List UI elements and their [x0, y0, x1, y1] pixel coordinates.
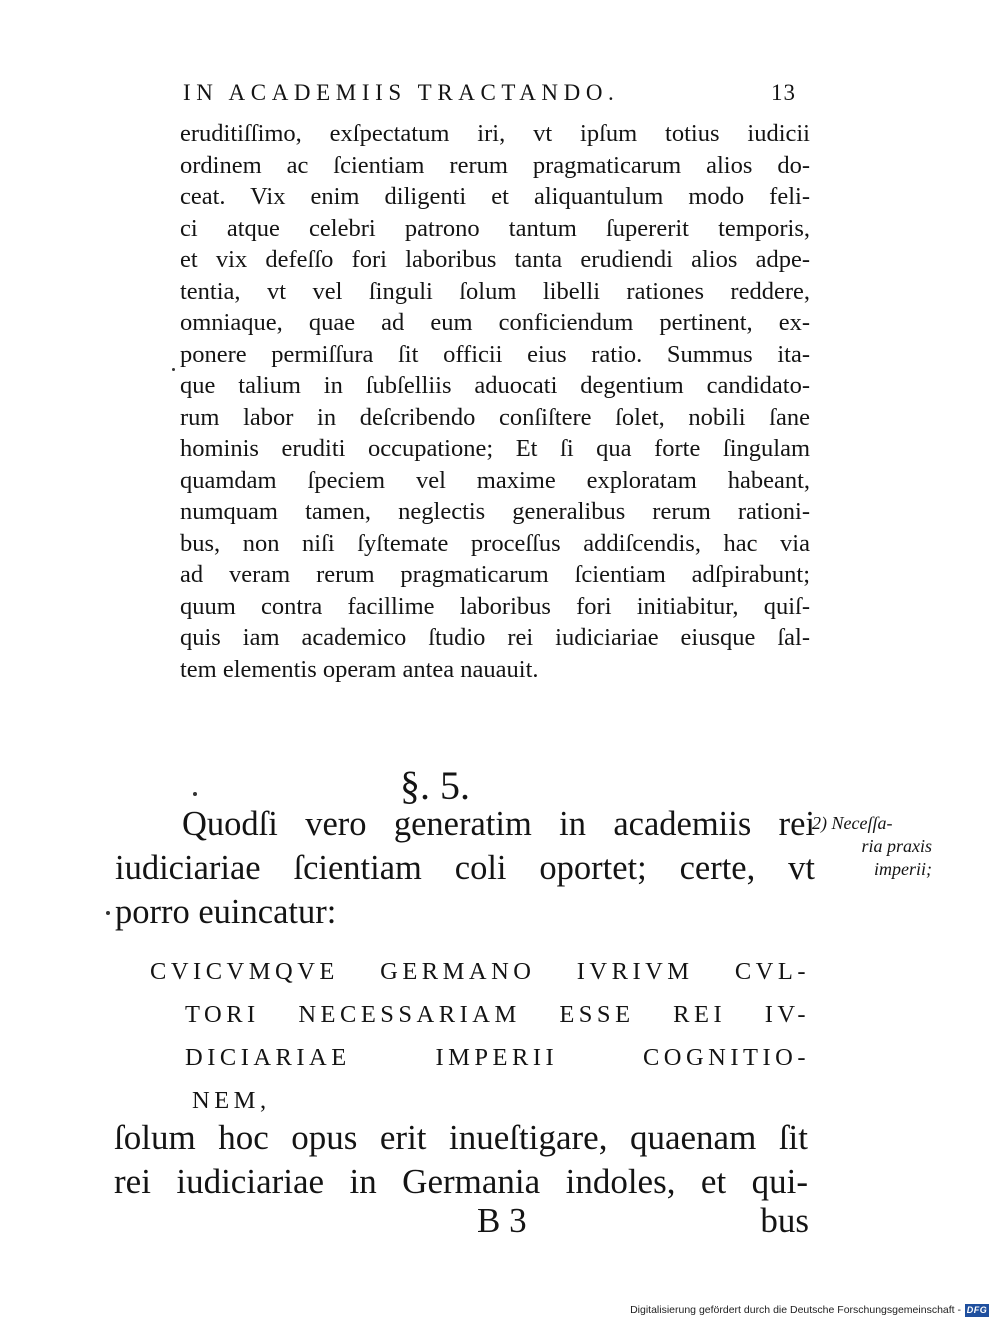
- body-line: ordinem ac ſcientiam rerum pragmaticarum alios do-: [180, 151, 810, 179]
- large-text-line: porro euincatur:: [115, 893, 337, 931]
- marginal-note-line: ria praxis: [861, 836, 932, 856]
- body-line: ceat. Vix enim diligenti et aliquantulum modo feli-: [180, 183, 810, 210]
- closing-line: ſolum hoc opus erit inueſtigare, quaenam ſit: [114, 1118, 808, 1157]
- section-heading: §. 5.: [400, 763, 470, 808]
- body-line: rum labor in deſcribendo conſiſtere ſolet, nobili ſane: [180, 403, 810, 431]
- running-title: IN ACADEMIIS TRACTANDO.: [183, 80, 620, 105]
- body-line: quis iam academico ſtudio rei iudiciariae eiusque ſal-: [180, 624, 810, 651]
- closing-line: rei iudiciariae in Germania indoles, et qui-: [114, 1162, 808, 1201]
- marginal-note-line: imperii;: [874, 859, 932, 879]
- body-line: et vix defeſſo fori laboribus tanta erudiendi alios adpe-: [180, 246, 810, 273]
- body-line: quamdam ſpeciem vel maxime exploratam habeant,: [180, 466, 810, 494]
- body-line: bus, non niſi ſyſtemate proceſſus addiſcendis, hac via: [180, 529, 810, 557]
- body-line: eruditiſſimo, exſpectatum iri, vt ipſum totius iudicii: [180, 120, 810, 147]
- digitization-footer: [630, 1301, 989, 1319]
- body-line: numquam tamen, neglectis generalibus rerum rationi-: [180, 498, 810, 525]
- closing-paragraph: [114, 1116, 808, 1204]
- body-paragraph: [180, 118, 810, 685]
- ink-speck: [172, 368, 175, 371]
- body-line: tem elementis operam antea nauauit.: [180, 655, 539, 683]
- marginal-note: [812, 812, 932, 881]
- body-line: ci atque celebri patrono tantum ſupererit temporis,: [180, 214, 810, 242]
- signature-mark: B 3: [477, 1201, 527, 1240]
- body-line: ad veram rerum pragmaticarum ſcientiam adſpirabunt;: [180, 561, 810, 588]
- body-line: ponere permiſſura ſit officii eius ratio. Summus ita-: [180, 340, 810, 368]
- thesis-line: CVICVMQVE GERMANO IVRIVM CVL-: [150, 958, 810, 985]
- ink-speck: [193, 792, 197, 796]
- marginal-note-line: 2) Neceſſa-: [812, 813, 893, 833]
- signature-line: [477, 1201, 809, 1247]
- ink-speck: [106, 911, 110, 915]
- catchword: bus: [760, 1201, 809, 1240]
- dfg-logo: DFG: [966, 1305, 988, 1315]
- body-line: que talium in ſubſelliis aduocati degentium candidato-: [180, 372, 810, 399]
- body-line: omniaque, quae ad eum conficiendum pertinent, ex-: [180, 309, 810, 336]
- page-header: [183, 74, 823, 114]
- body-line: tentia, vt vel ſinguli ſolum libelli rationes reddere,: [180, 277, 810, 305]
- section-opening-paragraph: [115, 802, 815, 934]
- body-line: quum contra facillime laboribus fori initiabitur, quiſ-: [180, 592, 810, 620]
- thesis-statement: [150, 950, 810, 1122]
- large-text-line: Quodſi vero generatim in academiis rei: [182, 805, 815, 843]
- thesis-line: NEM,: [192, 1087, 271, 1114]
- page-number: 13: [771, 80, 796, 105]
- large-text-line: iudiciariae ſcientiam coli oportet; certe, vt: [115, 849, 815, 887]
- thesis-line: DICIARIAE IMPERII COGNITIO-: [185, 1044, 810, 1071]
- body-line: hominis eruditi occupatione; Et ſi qua forte ſingulam: [180, 435, 810, 462]
- funding-credit: Digitalisierung gefördert durch die Deutsche Forschungsgemeinschaft -: [630, 1304, 961, 1316]
- thesis-line: TORI NECESSARIAM ESSE REI IV-: [185, 1001, 810, 1028]
